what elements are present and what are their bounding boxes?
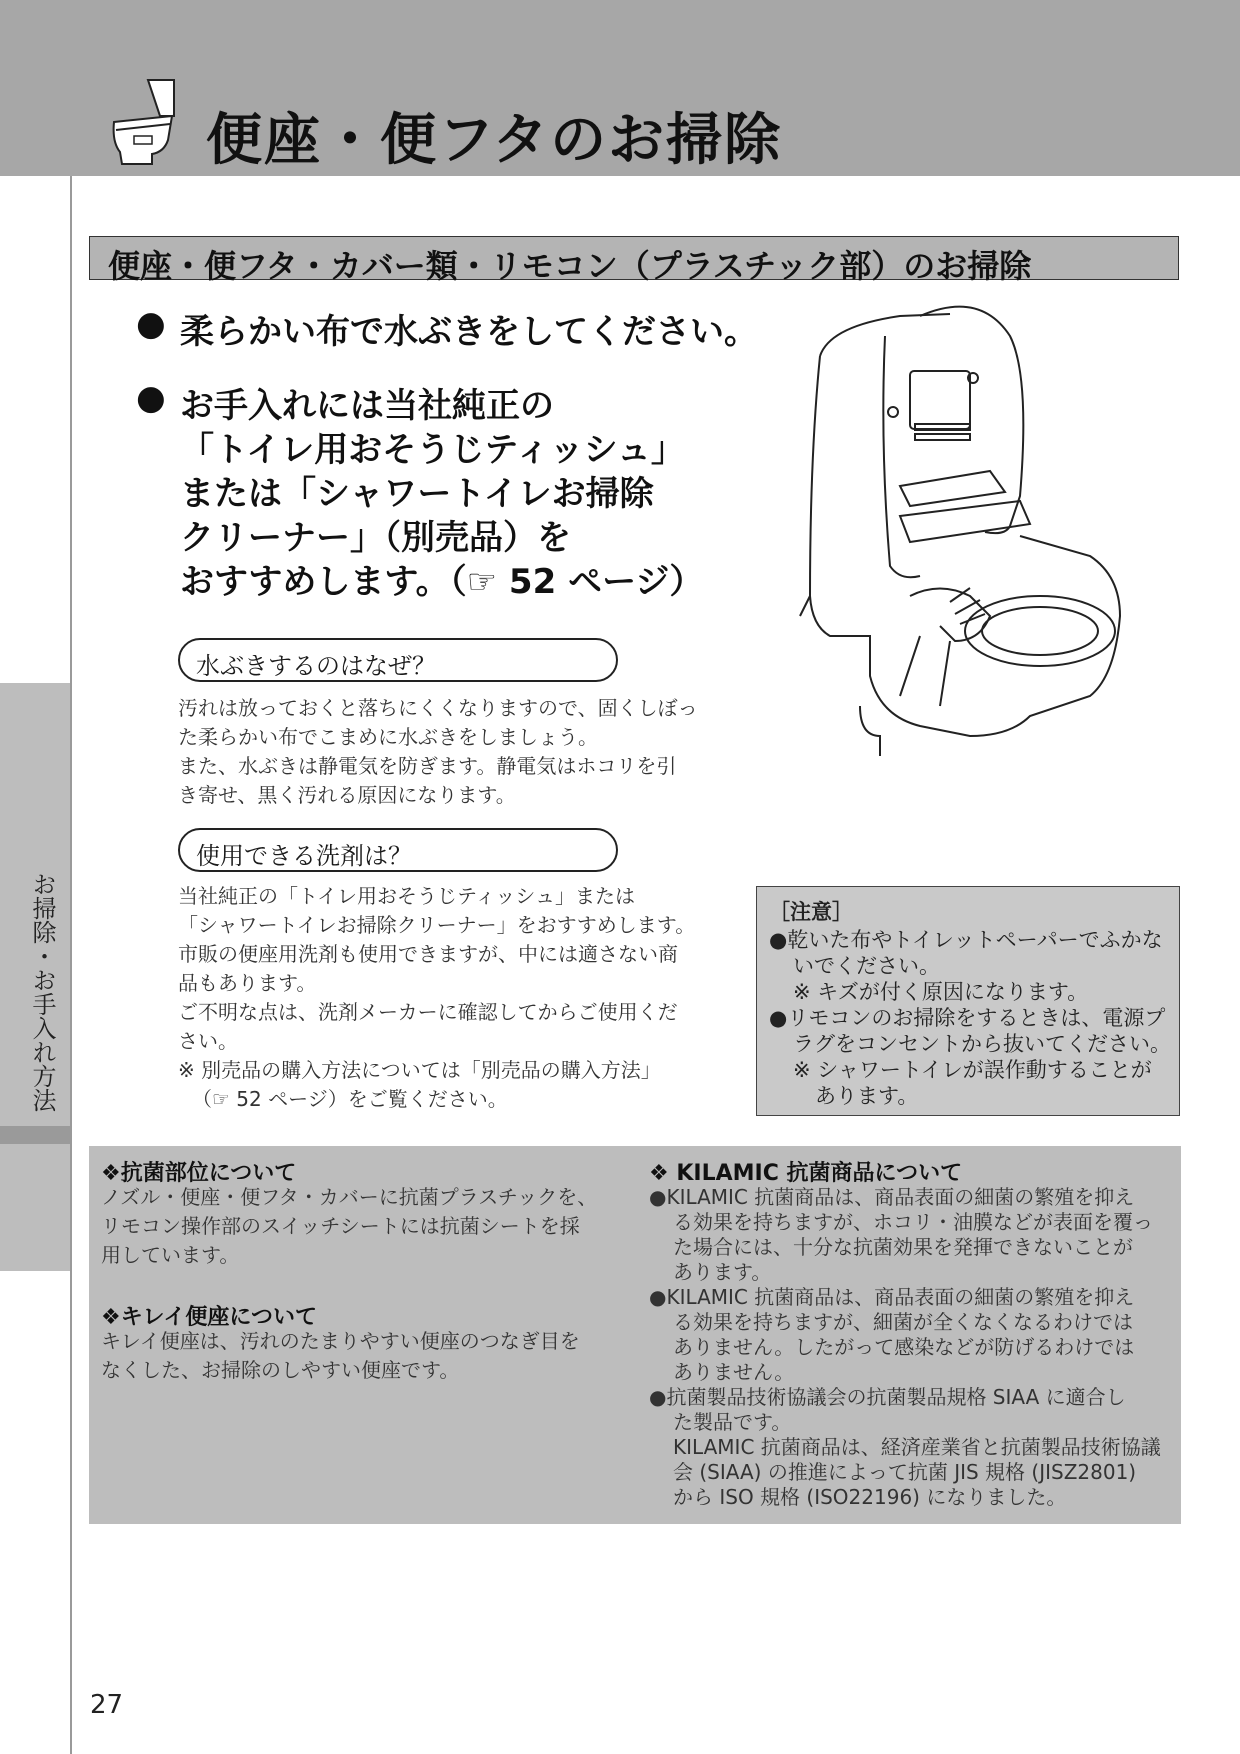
section-heading-bar bbox=[89, 236, 1179, 285]
detergent-label-pill bbox=[178, 828, 618, 872]
caution-line-1: ●乾いた布やトイレットペーパーでふかな bbox=[769, 928, 1163, 952]
why-wipe-label: 水ぶきするのはなぜ？ bbox=[196, 652, 436, 680]
antibacterial-text-1: ノズル・便座・便フタ・カバーに抗菌プラスチックを、 bbox=[101, 1185, 598, 1209]
bullet-2-line-5: おすすめします。（☞ 52 ページ） bbox=[180, 562, 704, 602]
detergent-text-8: （☞ 52 ページ）をご覧ください。 bbox=[192, 1087, 508, 1111]
bullet-2-line-3: または「シャワートイレお掃除 bbox=[180, 474, 654, 514]
detergent-text-6: さい。 bbox=[178, 1029, 238, 1053]
toilet-cleaning-illustration bbox=[790, 296, 1140, 836]
caution-line-6: ※ シャワートイレが誤作動することが bbox=[793, 1058, 1152, 1082]
caution-line-2: いでください。 bbox=[793, 954, 940, 978]
why-wipe-text-1: 汚れは放っておくと落ちにくくなりますので、固くしぼっ bbox=[178, 696, 698, 720]
caution-line-5: ラグをコンセントから抜いてください。 bbox=[793, 1032, 1171, 1056]
kilamic-text-11: KILAMIC 抗菌商品は、経済産業省と抗菌製品技術協議 bbox=[673, 1435, 1161, 1459]
kilamic-text-6: る効果を持ちますが、細菌が全くなくなるわけでは bbox=[673, 1310, 1133, 1334]
kirei-text-2: なくした、お掃除のしやすい便座です。 bbox=[101, 1358, 460, 1382]
antibacterial-heading: ❖抗菌部位について bbox=[101, 1161, 297, 1186]
kilamic-text-1: ●KILAMIC 抗菌商品は、商品表面の細菌の繁殖を抑え bbox=[649, 1185, 1135, 1209]
bullet-dot: ● bbox=[136, 378, 166, 418]
bullet-dot: ● bbox=[136, 304, 166, 344]
detergent-text-7: ※ 別売品の購入方法については「別売品の購入方法」 bbox=[178, 1058, 661, 1082]
kilamic-text-2: る効果を持ちますが、ホコリ・油膜などが表面を覆っ bbox=[673, 1210, 1153, 1234]
detergent-text-5: ご不明な点は、洗剤メーカーに確認してからご使用くだ bbox=[178, 1000, 678, 1024]
bullet-1-line-1: 柔らかい布で水ぶきをしてください。 bbox=[180, 312, 758, 352]
bullet-2-line-2: 「トイレ用おそうじティッシュ」 bbox=[180, 430, 685, 470]
side-tab-label: お掃除・お手入れ方法 bbox=[28, 872, 56, 1112]
caution-line-3: ※ キズが付く原因になります。 bbox=[793, 980, 1089, 1004]
toilet-icon bbox=[104, 76, 180, 168]
why-wipe-label-pill bbox=[178, 638, 618, 682]
bullet-2-line-4: クリーナー」（別売品）を bbox=[180, 518, 571, 558]
detergent-text-4: 品もあります。 bbox=[178, 971, 317, 995]
kilamic-text-13: から ISO 規格 (ISO22196) になりました。 bbox=[673, 1485, 1067, 1509]
kilamic-text-3: た場合には、十分な抗菌効果を発揮できないことが bbox=[673, 1235, 1133, 1259]
why-wipe-text-4: き寄せ、黒く汚れる原因になります。 bbox=[178, 783, 516, 807]
info-panel bbox=[89, 1146, 1181, 1524]
kilamic-text-5: ●KILAMIC 抗菌商品は、商品表面の細菌の繁殖を抑え bbox=[649, 1285, 1135, 1309]
caution-line-4: ●リモコンのお掃除をするときは、電源プ bbox=[769, 1006, 1166, 1030]
bullet-2-line-1: お手入れには当社純正の bbox=[180, 386, 554, 426]
kilamic-text-10: た製品です。 bbox=[673, 1410, 792, 1434]
detergent-label: 使用できる洗剤は？ bbox=[196, 842, 412, 870]
kirei-heading: ❖キレイ便座について bbox=[101, 1305, 317, 1330]
caution-line-7: あります。 bbox=[815, 1084, 919, 1108]
kilamic-text-12: 会 (SIAA) の推進によって抗菌 JIS 規格 (JISZ2801) bbox=[673, 1460, 1137, 1484]
kilamic-text-4: あります。 bbox=[673, 1260, 772, 1284]
why-wipe-text-2: た柔らかい布でこまめに水ぶきをしましょう。 bbox=[178, 725, 598, 749]
detergent-text-3: 市販の便座用洗剤も使用できますが、中には適さない商 bbox=[178, 942, 678, 966]
caution-title: ［注意］ bbox=[769, 900, 853, 924]
why-wipe-text-3: また、水ぶきは静電気を防ぎます。静電気はホコリを引 bbox=[178, 754, 677, 778]
side-tab-divider bbox=[0, 1126, 70, 1144]
kilamic-text-8: ありません。 bbox=[673, 1360, 795, 1384]
kilamic-text-9: ●抗菌製品技術協議会の抗菌製品規格 SIAA に適合し bbox=[649, 1385, 1126, 1409]
antibacterial-text-3: 用しています。 bbox=[101, 1243, 240, 1267]
page-title: 便座・便フタのお掃除 bbox=[206, 108, 783, 173]
kilamic-heading: ❖ KILAMIC 抗菌商品について bbox=[649, 1161, 963, 1186]
page-number: 27 bbox=[90, 1690, 124, 1720]
caution-box bbox=[756, 886, 1180, 1116]
detergent-text-2: 「シャワートイレお掃除クリーナー」をおすすめします。 bbox=[178, 913, 696, 937]
antibacterial-text-2: リモコン操作部のスイッチシートには抗菌シートを採 bbox=[101, 1214, 580, 1238]
kilamic-text-7: ありません。したがって感染などが防げるわけでは bbox=[673, 1335, 1135, 1359]
kirei-text-1: キレイ便座は、汚れのたまりやすい便座のつなぎ目を bbox=[101, 1329, 580, 1353]
section-title: 便座・便フタ・カバー類・リモコン（プラスチック部）のお掃除 bbox=[108, 247, 1032, 285]
detergent-text-1: 当社純正の「トイレ用おそうじティッシュ」または bbox=[178, 884, 635, 908]
left-margin-rule bbox=[70, 176, 72, 1754]
